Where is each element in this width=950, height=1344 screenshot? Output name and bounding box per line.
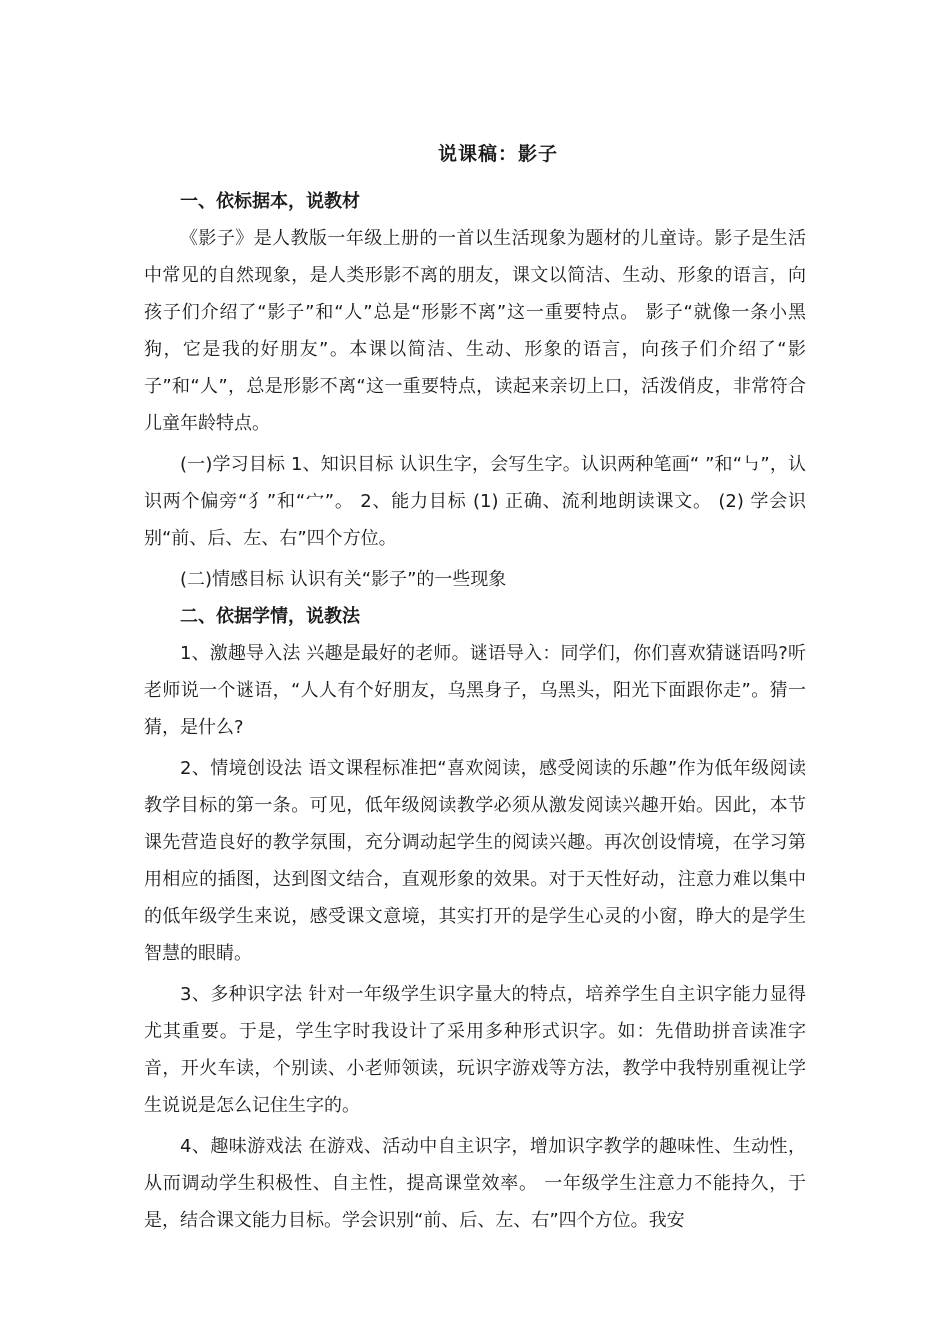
paragraph-method-1: 1、激趣导入法 兴趣是最好的老师。谜语导入：同学们，你们喜欢猜谜语吗?听老师说一个谜语，“人人有个好朋友，乌黑身子，乌黑头，阳光下面跟你走”。猜一猜，是什么? [144, 643, 806, 738]
section-heading-teaching-material: 一、依标据本，说教材 [180, 191, 360, 212]
paragraph-method-4: 4、趣味游戏法 在游戏、活动中自主识字，增加识字教学的趣味性、生动性，从而调动学生积极性、自主性，提高课堂效率。 一年级学生注意力不能持久，于是，结合课文能力目标。学会识别“前、后、左、右”四个方位。我安 [144, 1136, 806, 1231]
section-heading-teaching-method: 二、依据学情，说教法 [180, 606, 360, 627]
page-title: 说课稿：影子 [437, 143, 558, 165]
paragraph-text-intro: 《影子》是人教版一年级上册的一首以生活现象为题材的儿童诗。影子是生活中常见的自然现象，是人类形影不离的朋友，课文以简洁、生动、形象的语言，向孩子们介绍了“影子”和“人”总是“形影不离”这一重要特点。 影子“就像一条小黑狗，它是我的好朋友”。本课以简洁、生动、形象的语言，向孩子们介绍了“影子”和“人”，总是形影不离“这一重要特点，读起来亲切上口，活泼俏皮，非常符合儿童年龄特点。 [144, 228, 806, 434]
paragraph-emotional-goals: (二)情感目标 认识有关“影子”的一些现象 [180, 569, 507, 590]
paragraph-learning-goals: (一)学习目标 1、知识目标 认识生字，会写生字。认识两种笔画“ ”和“㇉”，认识两个偏旁“犭”和“宀”。 2、能力目标 (1) 正确、流利地朗读课文。 (2) 学会识别“前、后、左、右”四个方位。 [144, 454, 806, 549]
paragraph-method-3: 3、多种识字法 针对一年级学生识字量大的特点，培养学生自主识字能力显得尤其重要。于是，学生字时我设计了采用多种形式识字。如：先借助拼音读准字音，开火车读，个别读、小老师领读，玩识字游戏等方法，教学中我特别重视让学生说说是怎么记住生字的。 [144, 984, 806, 1116]
paragraph-method-2: 2、情境创设法 语文课程标准把“喜欢阅读，感受阅读的乐趣”作为低年级阅读教学目标的第一条。可见，低年级阅读教学必须从激发阅读兴趣开始。因此，本节课先营造良好的教学氛围，充分调动起学生的阅读兴趣。再次创设情境，在学习第用相应的插图，达到图文结合，直观形象的效果。对于天性好动，注意力难以集中的低年级学生来说，感受课文意境，其实打开的是学生心灵的小窗，睁大的是学生智慧的眼睛。 [144, 758, 806, 964]
document-body [144, 183, 806, 1239]
